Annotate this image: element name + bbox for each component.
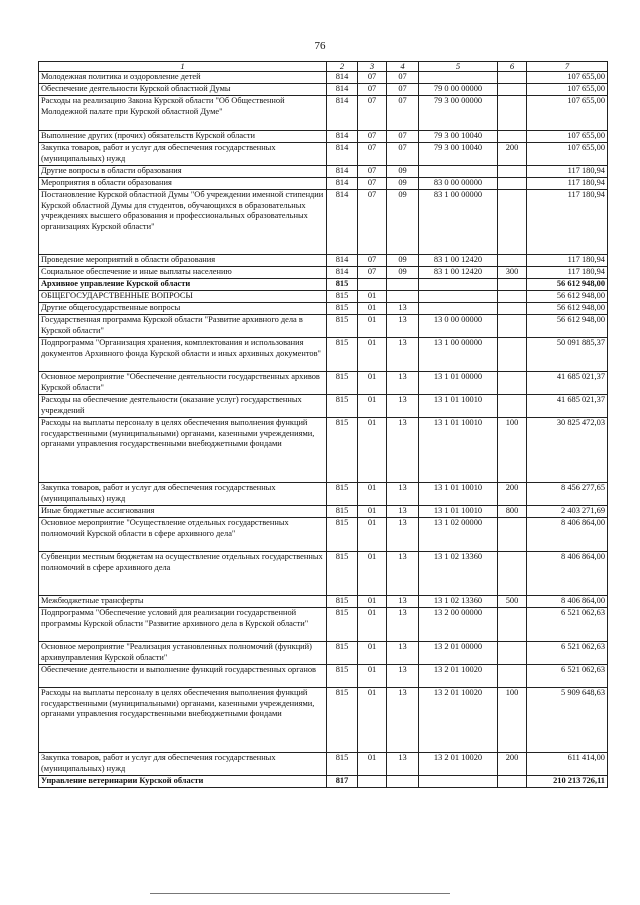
row-name: Выполнение других (прочих) обязательств Курской области bbox=[39, 131, 327, 143]
row-expense-type bbox=[498, 291, 527, 303]
table-row bbox=[39, 267, 608, 279]
row-target-code: 83 1 00 00000 bbox=[419, 190, 498, 255]
row-section-code bbox=[358, 279, 387, 291]
table-row bbox=[39, 552, 608, 596]
row-target-code: 13 0 00 00000 bbox=[419, 315, 498, 338]
row-expense-type bbox=[498, 190, 527, 255]
row-subsection-code: 13 bbox=[387, 303, 419, 315]
row-ministry-code: 814 bbox=[327, 72, 358, 84]
row-name: Иные бюджетные ассигнования bbox=[39, 506, 327, 518]
row-name: Основное мероприятие "Осуществление отдельных государственных полномочий Курской области в сфере архивного дела" bbox=[39, 518, 327, 552]
row-amount: 8 406 864,00 bbox=[527, 596, 608, 608]
row-ministry-code: 815 bbox=[327, 279, 358, 291]
row-expense-type: 200 bbox=[498, 143, 527, 166]
row-target-code bbox=[419, 303, 498, 315]
table-row bbox=[39, 72, 608, 84]
table-header-row bbox=[39, 62, 608, 72]
row-expense-type bbox=[498, 166, 527, 178]
row-ministry-code: 815 bbox=[327, 291, 358, 303]
row-subsection-code: 13 bbox=[387, 372, 419, 395]
row-ministry-code: 814 bbox=[327, 190, 358, 255]
row-ministry-code: 815 bbox=[327, 608, 358, 642]
row-section-code: 07 bbox=[358, 255, 387, 267]
row-target-code bbox=[419, 166, 498, 178]
header-cell: 6 bbox=[498, 62, 527, 72]
row-target-code bbox=[419, 279, 498, 291]
table-row bbox=[39, 96, 608, 131]
row-subsection-code: 09 bbox=[387, 190, 419, 255]
row-target-code bbox=[419, 776, 498, 788]
row-name: Государственная программа Курской области "Развитие архивного дела в Курской области" bbox=[39, 315, 327, 338]
row-expense-type bbox=[498, 303, 527, 315]
row-name: Другие вопросы в области образования bbox=[39, 166, 327, 178]
row-subsection-code: 13 bbox=[387, 642, 419, 665]
row-target-code: 79 3 00 10040 bbox=[419, 131, 498, 143]
row-section-code: 07 bbox=[358, 267, 387, 279]
row-section-code: 01 bbox=[358, 596, 387, 608]
row-section-code: 07 bbox=[358, 96, 387, 131]
row-target-code: 13 2 00 00000 bbox=[419, 608, 498, 642]
row-amount: 41 685 021,37 bbox=[527, 372, 608, 395]
row-expense-type bbox=[498, 518, 527, 552]
row-subsection-code bbox=[387, 291, 419, 303]
row-section-code: 01 bbox=[358, 291, 387, 303]
row-name: Закупка товаров, работ и услуг для обеспечения государственных (муниципальных) нужд bbox=[39, 753, 327, 776]
row-ministry-code: 814 bbox=[327, 84, 358, 96]
row-section-code: 01 bbox=[358, 688, 387, 753]
row-name: Расходы на выплаты персоналу в целях обеспечения выполнения функций государственными (муниципальными) органами, казенными учреждениями, органами управления государственными внебюджетными фондами bbox=[39, 418, 327, 483]
row-subsection-code: 07 bbox=[387, 84, 419, 96]
row-subsection-code: 13 bbox=[387, 483, 419, 506]
row-amount: 6 521 062,63 bbox=[527, 608, 608, 642]
row-name: Постановление Курской областной Думы "Об учреждении именной стипендии Курской областной Думы для студентов, обучающихся в образовательных учреждениях высшего образования и профессиональных образовательных организациях Курской области" bbox=[39, 190, 327, 255]
row-name: Межбюджетные трансферты bbox=[39, 596, 327, 608]
row-subsection-code: 13 bbox=[387, 395, 419, 418]
row-subsection-code: 07 bbox=[387, 72, 419, 84]
row-subsection-code: 07 bbox=[387, 131, 419, 143]
row-subsection-code: 07 bbox=[387, 143, 419, 166]
row-target-code: 83 1 00 12420 bbox=[419, 267, 498, 279]
table-row bbox=[39, 418, 608, 483]
row-expense-type bbox=[498, 552, 527, 596]
row-section-code: 01 bbox=[358, 552, 387, 596]
table-row bbox=[39, 483, 608, 506]
row-expense-type bbox=[498, 372, 527, 395]
row-expense-type bbox=[498, 338, 527, 372]
row-target-code: 13 1 02 13360 bbox=[419, 552, 498, 596]
row-amount: 56 612 948,00 bbox=[527, 291, 608, 303]
row-amount: 117 180,94 bbox=[527, 267, 608, 279]
row-name: Основное мероприятие "Реализация установленных полномочий (функций) архивуправления Курской области" bbox=[39, 642, 327, 665]
row-subsection-code: 13 bbox=[387, 596, 419, 608]
table-row bbox=[39, 372, 608, 395]
row-target-code: 79 3 00 10040 bbox=[419, 143, 498, 166]
row-section-code: 01 bbox=[358, 395, 387, 418]
row-section-code: 01 bbox=[358, 372, 387, 395]
row-amount: 8 406 864,00 bbox=[527, 552, 608, 596]
row-target-code: 13 2 01 10020 bbox=[419, 665, 498, 688]
table-row bbox=[39, 642, 608, 665]
row-amount: 107 655,00 bbox=[527, 84, 608, 96]
row-ministry-code: 815 bbox=[327, 303, 358, 315]
row-name: Закупка товаров, работ и услуг для обеспечения государственных (муниципальных) нужд bbox=[39, 143, 327, 166]
row-amount: 5 909 648,63 bbox=[527, 688, 608, 753]
row-expense-type bbox=[498, 665, 527, 688]
row-section-code: 01 bbox=[358, 665, 387, 688]
row-ministry-code: 815 bbox=[327, 665, 358, 688]
row-amount: 210 213 726,11 bbox=[527, 776, 608, 788]
row-name: Расходы на реализацию Закона Курской области "Об Общественной Молодежной палате при Курской областной Думе" bbox=[39, 96, 327, 131]
header-cell: 5 bbox=[419, 62, 498, 72]
budget-table bbox=[38, 61, 608, 788]
row-section-code: 01 bbox=[358, 608, 387, 642]
row-amount: 50 091 885,37 bbox=[527, 338, 608, 372]
row-section-code: 01 bbox=[358, 642, 387, 665]
row-expense-type bbox=[498, 96, 527, 131]
row-subsection-code: 13 bbox=[387, 665, 419, 688]
table-row bbox=[39, 776, 608, 788]
row-section-code: 01 bbox=[358, 518, 387, 552]
row-target-code bbox=[419, 291, 498, 303]
row-section-code: 01 bbox=[358, 303, 387, 315]
header-cell: 2 bbox=[327, 62, 358, 72]
row-expense-type bbox=[498, 608, 527, 642]
row-name: Обеспечение деятельности Курской областной Думы bbox=[39, 84, 327, 96]
row-ministry-code: 814 bbox=[327, 131, 358, 143]
table-row bbox=[39, 688, 608, 753]
row-subsection-code: 13 bbox=[387, 753, 419, 776]
table-row bbox=[39, 518, 608, 552]
row-name: Подпрограмма "Обеспечение условий для реализации государственной программы Курской области "Развитие архивного дела в Курской области" bbox=[39, 608, 327, 642]
table-row bbox=[39, 303, 608, 315]
row-subsection-code: 13 bbox=[387, 418, 419, 483]
row-section-code bbox=[358, 776, 387, 788]
row-amount: 30 825 472,03 bbox=[527, 418, 608, 483]
row-ministry-code: 815 bbox=[327, 315, 358, 338]
row-name: Расходы на обеспечение деятельности (оказание услуг) государственных учреждений bbox=[39, 395, 327, 418]
row-target-code: 13 1 01 10010 bbox=[419, 418, 498, 483]
row-amount: 56 612 948,00 bbox=[527, 279, 608, 291]
header-cell: 3 bbox=[358, 62, 387, 72]
row-ministry-code: 815 bbox=[327, 552, 358, 596]
row-amount: 107 655,00 bbox=[527, 96, 608, 131]
row-section-code: 01 bbox=[358, 315, 387, 338]
bottom-rule bbox=[150, 893, 450, 894]
row-ministry-code: 815 bbox=[327, 418, 358, 483]
row-section-code: 01 bbox=[358, 483, 387, 506]
row-subsection-code: 07 bbox=[387, 96, 419, 131]
table-row bbox=[39, 255, 608, 267]
row-amount: 2 403 271,69 bbox=[527, 506, 608, 518]
row-name: Подпрограмма "Организация хранения, комплектования и использования документов Архивного фонда Курской области и иных архивных документов" bbox=[39, 338, 327, 372]
row-amount: 107 655,00 bbox=[527, 72, 608, 84]
row-amount: 6 521 062,63 bbox=[527, 642, 608, 665]
table-row bbox=[39, 506, 608, 518]
table-row bbox=[39, 315, 608, 338]
row-section-code: 01 bbox=[358, 418, 387, 483]
row-expense-type bbox=[498, 315, 527, 338]
table-row bbox=[39, 395, 608, 418]
row-amount: 117 180,94 bbox=[527, 190, 608, 255]
row-expense-type bbox=[498, 255, 527, 267]
header-cell: 1 bbox=[39, 62, 327, 72]
row-amount: 41 685 021,37 bbox=[527, 395, 608, 418]
row-subsection-code: 13 bbox=[387, 338, 419, 372]
table-row bbox=[39, 84, 608, 96]
row-section-code: 07 bbox=[358, 178, 387, 190]
row-expense-type: 200 bbox=[498, 483, 527, 506]
row-target-code: 13 2 01 10020 bbox=[419, 753, 498, 776]
row-expense-type bbox=[498, 131, 527, 143]
row-ministry-code: 815 bbox=[327, 596, 358, 608]
row-name: Другие общегосударственные вопросы bbox=[39, 303, 327, 315]
row-ministry-code: 815 bbox=[327, 688, 358, 753]
row-amount: 8 406 864,00 bbox=[527, 518, 608, 552]
row-target-code bbox=[419, 72, 498, 84]
row-amount: 117 180,94 bbox=[527, 166, 608, 178]
row-expense-type bbox=[498, 178, 527, 190]
row-target-code: 13 2 01 00000 bbox=[419, 642, 498, 665]
row-ministry-code: 814 bbox=[327, 96, 358, 131]
row-target-code: 13 1 01 10010 bbox=[419, 395, 498, 418]
header-cell: 7 bbox=[527, 62, 608, 72]
row-name: Управление ветеринарии Курской области bbox=[39, 776, 327, 788]
row-ministry-code: 815 bbox=[327, 753, 358, 776]
row-target-code: 13 1 02 13360 bbox=[419, 596, 498, 608]
row-section-code: 07 bbox=[358, 190, 387, 255]
row-amount: 56 612 948,00 bbox=[527, 303, 608, 315]
row-name: Обеспечение деятельности и выполнение функций государственных органов bbox=[39, 665, 327, 688]
row-expense-type: 800 bbox=[498, 506, 527, 518]
row-ministry-code: 815 bbox=[327, 395, 358, 418]
row-subsection-code: 13 bbox=[387, 506, 419, 518]
row-name: Закупка товаров, работ и услуг для обеспечения государственных (муниципальных) нужд bbox=[39, 483, 327, 506]
row-amount: 8 456 277,65 bbox=[527, 483, 608, 506]
row-target-code: 13 1 01 00000 bbox=[419, 372, 498, 395]
row-target-code: 79 0 00 00000 bbox=[419, 84, 498, 96]
row-expense-type bbox=[498, 72, 527, 84]
page-number: 76 bbox=[314, 40, 326, 52]
row-amount: 56 612 948,00 bbox=[527, 315, 608, 338]
row-ministry-code: 815 bbox=[327, 518, 358, 552]
row-target-code: 13 1 01 10010 bbox=[419, 506, 498, 518]
row-amount: 117 180,94 bbox=[527, 255, 608, 267]
row-name: ОБЩЕГОСУДАРСТВЕННЫЕ ВОПРОСЫ bbox=[39, 291, 327, 303]
table-row bbox=[39, 608, 608, 642]
row-ministry-code: 814 bbox=[327, 255, 358, 267]
row-subsection-code: 13 bbox=[387, 608, 419, 642]
table-row bbox=[39, 166, 608, 178]
row-expense-type: 300 bbox=[498, 267, 527, 279]
table-row bbox=[39, 291, 608, 303]
row-ministry-code: 817 bbox=[327, 776, 358, 788]
row-subsection-code: 09 bbox=[387, 166, 419, 178]
row-expense-type bbox=[498, 395, 527, 418]
row-ministry-code: 814 bbox=[327, 143, 358, 166]
row-name: Социальное обеспечение и иные выплаты населению bbox=[39, 267, 327, 279]
row-name: Субвенции местным бюджетам на осуществление отдельных государственных полномочий в сфере архивного дела bbox=[39, 552, 327, 596]
row-expense-type: 100 bbox=[498, 418, 527, 483]
row-section-code: 07 bbox=[358, 72, 387, 84]
row-target-code: 79 3 00 00000 bbox=[419, 96, 498, 131]
row-amount: 611 414,00 bbox=[527, 753, 608, 776]
row-ministry-code: 814 bbox=[327, 166, 358, 178]
table-row bbox=[39, 178, 608, 190]
row-amount: 6 521 062,63 bbox=[527, 665, 608, 688]
row-subsection-code: 09 bbox=[387, 178, 419, 190]
row-expense-type bbox=[498, 776, 527, 788]
table-row bbox=[39, 143, 608, 166]
row-subsection-code: 13 bbox=[387, 315, 419, 338]
row-expense-type bbox=[498, 642, 527, 665]
row-ministry-code: 815 bbox=[327, 642, 358, 665]
table-row bbox=[39, 338, 608, 372]
row-expense-type: 200 bbox=[498, 753, 527, 776]
row-expense-type bbox=[498, 84, 527, 96]
row-section-code: 01 bbox=[358, 753, 387, 776]
row-subsection-code: 13 bbox=[387, 518, 419, 552]
row-amount: 107 655,00 bbox=[527, 131, 608, 143]
row-name: Расходы на выплаты персоналу в целях обеспечения выполнения функций государственными (муниципальными) органами, казенными учреждениями, органами управления государственными внебюджетными фондами bbox=[39, 688, 327, 753]
row-subsection-code: 13 bbox=[387, 688, 419, 753]
row-expense-type: 500 bbox=[498, 596, 527, 608]
table-row bbox=[39, 596, 608, 608]
row-ministry-code: 815 bbox=[327, 506, 358, 518]
header-cell: 4 bbox=[387, 62, 419, 72]
row-subsection-code: 13 bbox=[387, 552, 419, 596]
row-ministry-code: 814 bbox=[327, 178, 358, 190]
table-row bbox=[39, 665, 608, 688]
row-ministry-code: 815 bbox=[327, 338, 358, 372]
row-section-code: 07 bbox=[358, 143, 387, 166]
row-ministry-code: 815 bbox=[327, 372, 358, 395]
row-name: Проведение мероприятий в области образования bbox=[39, 255, 327, 267]
row-name: Мероприятия в области образования bbox=[39, 178, 327, 190]
row-target-code: 83 0 00 00000 bbox=[419, 178, 498, 190]
row-name: Молодежная политика и оздоровление детей bbox=[39, 72, 327, 84]
row-section-code: 07 bbox=[358, 131, 387, 143]
row-subsection-code: 09 bbox=[387, 267, 419, 279]
row-expense-type bbox=[498, 279, 527, 291]
row-name: Основное мероприятие "Обеспечение деятельности государственных архивов Курской области" bbox=[39, 372, 327, 395]
row-amount: 107 655,00 bbox=[527, 143, 608, 166]
row-target-code: 13 1 02 00000 bbox=[419, 518, 498, 552]
table-row bbox=[39, 190, 608, 255]
row-subsection-code bbox=[387, 279, 419, 291]
table-row bbox=[39, 753, 608, 776]
row-target-code: 13 1 01 10010 bbox=[419, 483, 498, 506]
row-amount: 117 180,94 bbox=[527, 178, 608, 190]
row-ministry-code: 815 bbox=[327, 483, 358, 506]
row-subsection-code bbox=[387, 776, 419, 788]
row-expense-type: 100 bbox=[498, 688, 527, 753]
row-target-code: 83 1 00 12420 bbox=[419, 255, 498, 267]
row-ministry-code: 814 bbox=[327, 267, 358, 279]
row-target-code: 13 2 01 10020 bbox=[419, 688, 498, 753]
row-name: Архивное управление Курской области bbox=[39, 279, 327, 291]
row-section-code: 07 bbox=[358, 84, 387, 96]
row-section-code: 01 bbox=[358, 506, 387, 518]
table-row bbox=[39, 131, 608, 143]
table-row bbox=[39, 279, 608, 291]
row-section-code: 01 bbox=[358, 338, 387, 372]
row-section-code: 07 bbox=[358, 166, 387, 178]
row-subsection-code: 09 bbox=[387, 255, 419, 267]
row-target-code: 13 1 00 00000 bbox=[419, 338, 498, 372]
